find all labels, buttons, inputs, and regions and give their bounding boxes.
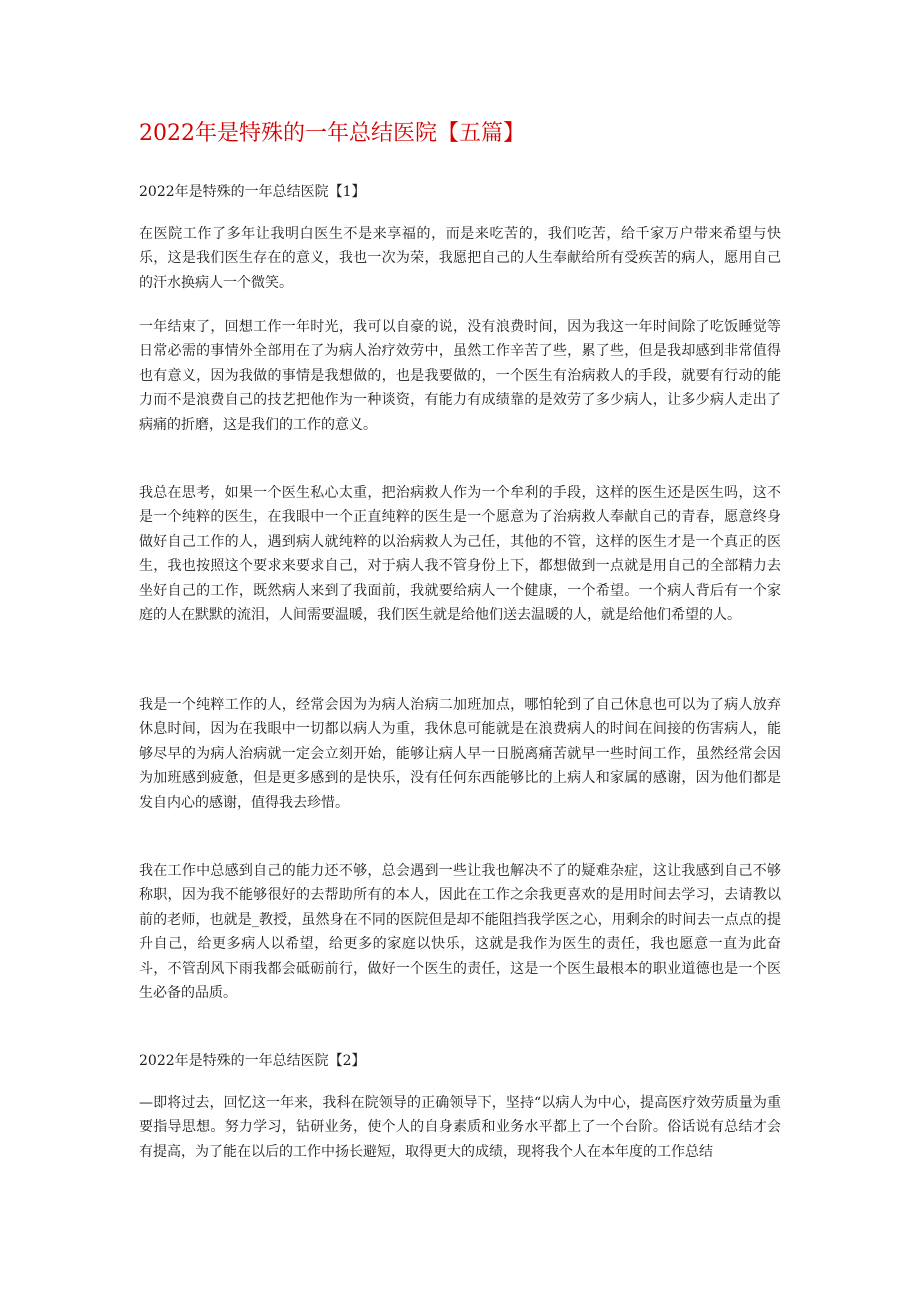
paragraph: 在医院工作了多年让我明白医生不是来享福的，而是来吃苦的，我们吃苦，给千家万户带来希望与快乐，这是我们医生存在的意义，我也一次为荣，我愿把自己的人生奉献给所有受疾苦的病人，愿用自己的汗水换病人一个微笑。	[139, 226, 781, 291]
paragraph: —即将过去，回忆这一年来，我科在院领导的正确领导下，坚持“以病人为中心，提高医疗效劳质量为重要指导思想。努力学习，钻研业务，使个人的自身素质和业务水平都上了一个台阶。俗话说有总结才会有提高，为了能在以后的工作中扬长避短，取得更大的成绩，现将我个人在本年度的工作总结	[139, 1095, 781, 1160]
paragraph: 我总在思考，如果一个医生私心太重，把治病救人作为一个牟利的手段，这样的医生还是医生吗，这不是一个纯粹的医生，在我眼中一个正直纯粹的医生是一个愿意为了治病救人奉献自己的青春，愿意终身做好自己工作的人，遇到病人就纯粹的以治病救人为己任，其他的不管，这样的医生才是一个真正的医生，我也按照这个要求来要求自己，对于病人我不管身份上下，都想做到一点就是用自己的全部精力去坐好自己的工作，既然病人来到了我面前，我就要给病人一个健康，一个希望。一个病人背后有一个家庭的人在默默的流泪，人间需要温暖，我们医生就是给他们送去温暖的人，就是给他们希望的人。	[139, 485, 781, 624]
paragraph: 一年结束了，回想工作一年时光，我可以自豪的说，没有浪费时间，因为我这一年时间除了吃饭睡觉等日常必需的事情外全部用在了为病人治疗效劳中，虽然工作辛苦了些，累了些，但是我却感到非常值得也有意义，因为我做的事情是我想做的，也是我要做的，一个医生有治病救人的手段，就要有行动的能力而不是浪费自己的技艺把他作为一种谈资，有能力有成绩靠的是效劳了多少病人，让多少病人走出了病痛的折磨，这是我们的工作的意义。	[139, 319, 781, 433]
section-heading-2: 2022年是特殊的一年总结医院【2】	[139, 1053, 366, 1069]
section-heading-1: 2022年是特殊的一年总结医院【1】	[139, 184, 366, 200]
paragraph: 我在工作中总感到自己的能力还不够，总会遇到一些让我也解决不了的疑难杂症，这让我感到自己不够称职，因为我不能够很好的去帮助所有的本人，因此在工作之余我更喜欢的是用时间去学习，去请教以前的老师，也就是_教授，虽然身在不同的医院但是却不能阻挡我学医之心，用剩余的时间去一点点的提升自己，给更多病人以希望，给更多的家庭以快乐，这就是我作为医生的责任，我也愿意一直为此奋斗，不管刮风下雨我都会砥砺前行，做好一个医生的责任，这是一个医生最根本的职业道德也是一个医生必备的品质。	[139, 863, 781, 1002]
document-title: 2022年是特殊的一年总结医院【五篇】	[139, 121, 525, 146]
paragraph: 我是一个纯粹工作的人，经常会因为为病人治病二加班加点，哪怕轮到了自己休息也可以为了病人放弃休息时间，因为在我眼中一切都以病人为重，我休息可能就是在浪费病人的时间在间接的伤害病人，能够尽早的为病人治病就一定会立刻开始，能够让病人早一日脱离痛苦就早一些时间工作，虽然经常会因为加班感到疲惫，但是更多感到的是快乐，没有任何东西能够比的上病人和家属的感谢，因为他们都是发自内心的感谢，值得我去珍惜。	[139, 697, 781, 811]
